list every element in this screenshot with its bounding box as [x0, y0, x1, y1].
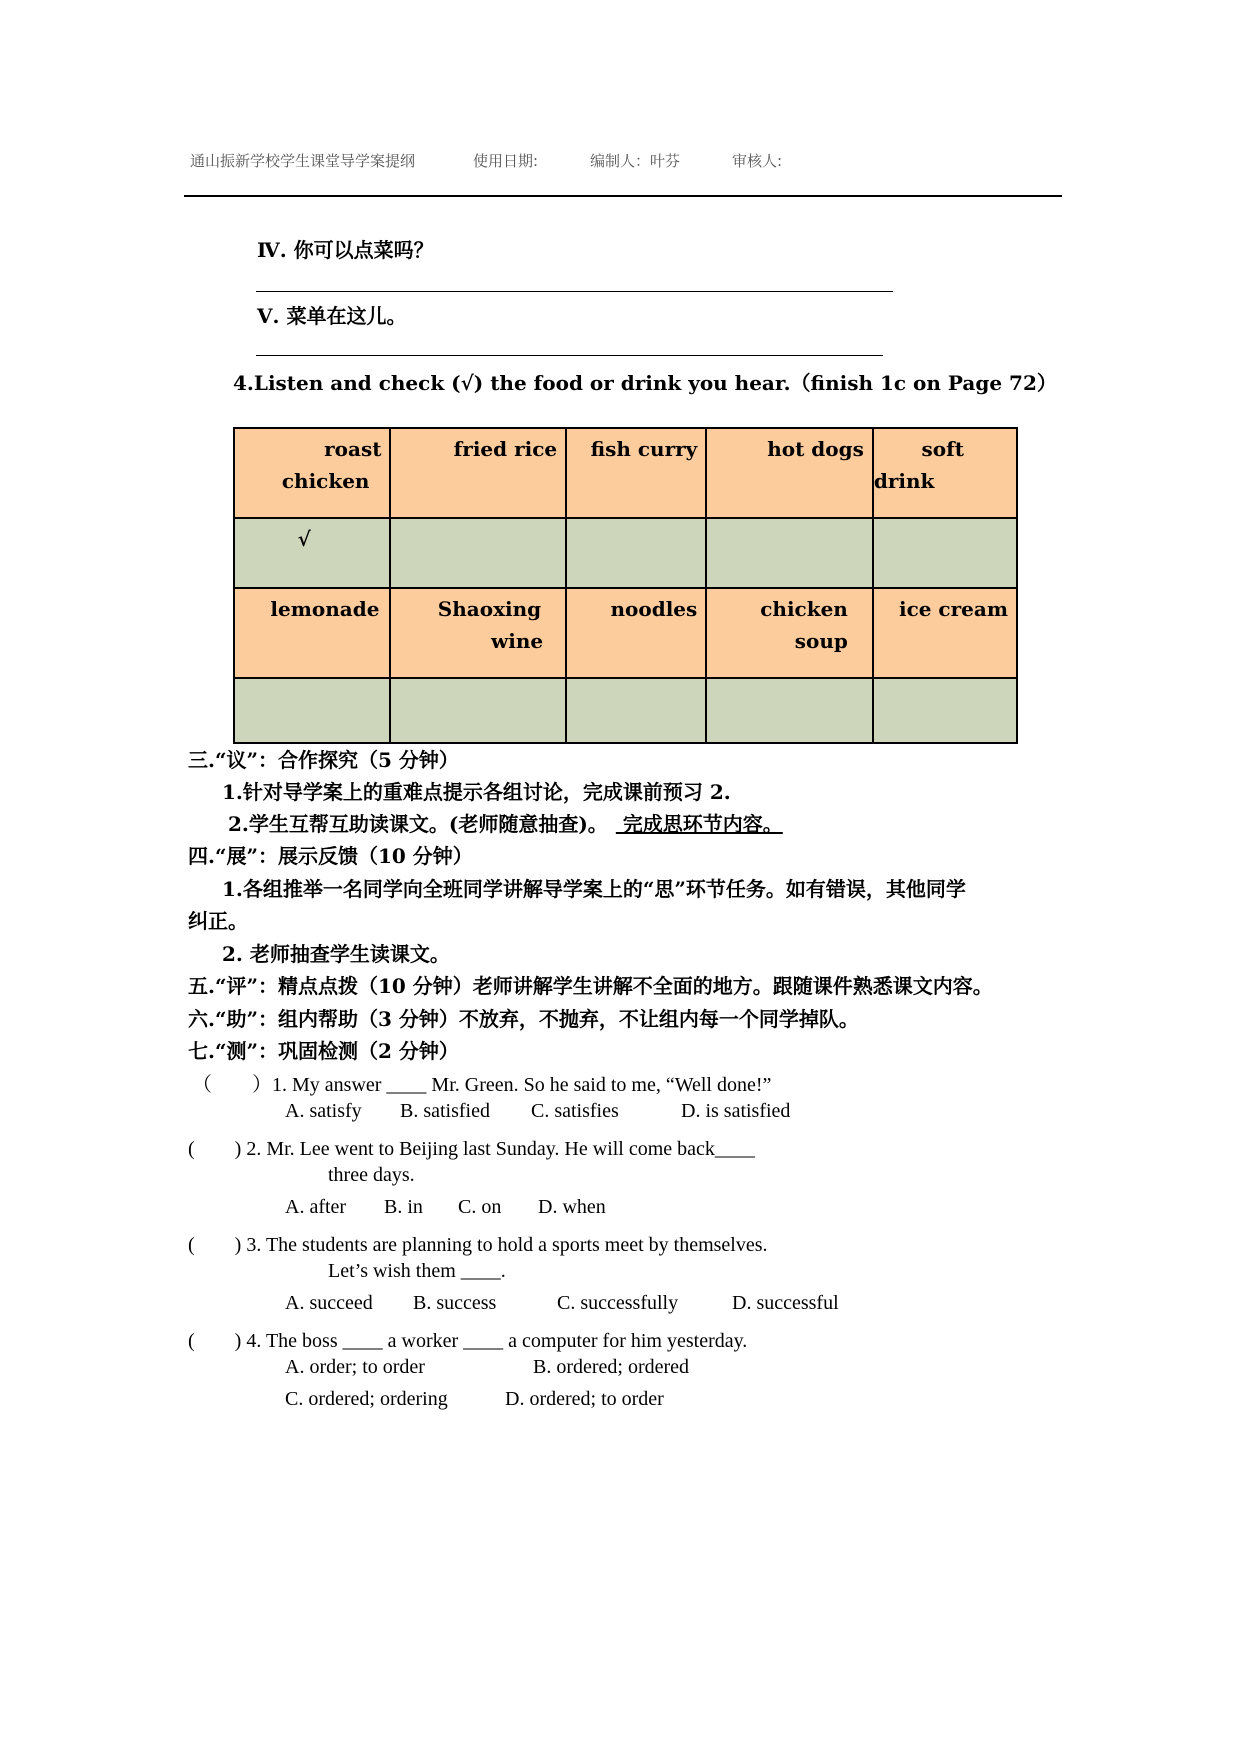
q2-option-d: D. when — [538, 1196, 606, 1218]
q2-option-b: B. in — [384, 1196, 423, 1218]
q2-option-c: C. on — [458, 1196, 502, 1218]
section-4-item-2: 2. 老师抽查学生读课文。 — [222, 942, 450, 966]
q1-option-a: A. satisfy — [285, 1100, 362, 1122]
section-4-item-1-cont: 纠正。 — [188, 909, 248, 933]
check-row-2 — [234, 678, 1017, 743]
check-cell[interactable] — [873, 678, 1017, 743]
q4-option-a: A. order; to order — [285, 1356, 425, 1378]
food-cell-noodles: noodles — [566, 588, 706, 678]
section-5: 五.“评”：精点点拨（10 分钟）老师讲解学生讲解不全面的地方。跟随课件熟悉课文内容。 — [188, 974, 993, 998]
food-cell-roast-chicken: roast chicken — [234, 428, 390, 518]
header-date-label: 使用日期: — [473, 152, 539, 170]
food-cell-hot-dogs: hot dogs — [706, 428, 873, 518]
section-3-item-2 — [228, 808, 783, 837]
check-cell[interactable] — [390, 518, 566, 588]
question-4: ( ) 4. The boss ____ a worker ____ a computer for him yesterday. — [188, 1330, 748, 1352]
section-3-item-2-underlined: 完成思环节内容。 — [615, 812, 783, 836]
translate-item-4: Ⅳ. 你可以点菜吗？ — [257, 238, 434, 262]
answer-line-4 — [256, 291, 893, 292]
q1-option-b: B. satisfied — [400, 1100, 490, 1122]
check-cell[interactable]: √ — [234, 518, 390, 588]
section-3-item-1: 1.针对导学案上的重难点提示各组讨论，完成课前预习 2. — [222, 780, 731, 804]
food-name-row-2 — [234, 588, 1017, 678]
section-6: 六.“助”：组内帮助（3 分钟）不放弃，不抛弃，不让组内每一个同学掉队。 — [188, 1007, 859, 1031]
header-reviewer: 审核人: — [732, 152, 783, 170]
q3-option-a: A. succeed — [285, 1292, 373, 1314]
food-name-row-1 — [234, 428, 1017, 518]
q4-option-b: B. ordered; ordered — [533, 1356, 690, 1378]
section-3-title: 三.“议”：合作探究（5 分钟） — [188, 748, 459, 772]
check-cell[interactable] — [234, 678, 390, 743]
header-editor: 编制人：叶芬 — [590, 152, 681, 170]
food-cell-fish-curry: fish curry — [566, 428, 706, 518]
section-4-title: 四.“展”：展示反馈（10 分钟） — [188, 844, 473, 868]
q4-option-d: D. ordered; to order — [505, 1388, 664, 1410]
q3-option-b: B. success — [413, 1292, 497, 1314]
food-cell-shaoxing-wine: Shaoxing wine — [390, 588, 566, 678]
question-1: （ ）1. My answer ____ Mr. Green. So he said to me, “Well done!” — [192, 1074, 772, 1096]
food-cell-soft-drink: soft drink — [873, 428, 1017, 518]
section-4-item-1: 1.各组推举一名同学向全班同学讲解导学案上的“思”环节任务。如有错误，其他同学 — [222, 877, 966, 901]
check-cell[interactable] — [566, 678, 706, 743]
q2-option-a: A. after — [285, 1196, 347, 1218]
listen-instruction: 4.Listen and check (√) the food or drink you hear.（finish 1c on Page 72） — [233, 371, 1057, 395]
q3-option-d: D. successful — [732, 1292, 839, 1314]
check-cell[interactable] — [566, 518, 706, 588]
check-cell[interactable] — [706, 678, 873, 743]
food-cell-fried-rice: fried rice — [390, 428, 566, 518]
question-3: ( ) 3. The students are planning to hold a sports meet by themselves. — [188, 1234, 768, 1256]
q1-option-d: D. is satisfied — [681, 1100, 791, 1122]
food-check-table — [233, 427, 1018, 744]
check-row-1 — [234, 518, 1017, 588]
check-cell[interactable] — [390, 678, 566, 743]
food-cell-chicken-soup: chicken soup — [706, 588, 873, 678]
q3-option-c: C. successfully — [557, 1292, 679, 1314]
question-3-cont: Let’s wish them ____. — [328, 1260, 506, 1282]
question-2: ( ) 2. Mr. Lee went to Beijing last Sunday. He will come back____ — [188, 1138, 755, 1160]
q1-option-c: C. satisfies — [531, 1100, 619, 1122]
food-cell-lemonade: lemonade — [234, 588, 390, 678]
header-divider — [184, 195, 1062, 197]
check-cell[interactable] — [873, 518, 1017, 588]
q4-option-c: C. ordered; ordering — [285, 1388, 448, 1410]
section-7-title: 七.“测”：巩固检测（2 分钟） — [188, 1039, 459, 1063]
question-2-cont: three days. — [328, 1164, 415, 1186]
check-cell[interactable] — [706, 518, 873, 588]
answer-line-5 — [256, 355, 883, 356]
header-school: 通山振新学校学生课堂导学案提纲 — [190, 152, 416, 170]
translate-item-5: Ⅴ. 菜单在这儿。 — [257, 304, 407, 328]
food-cell-ice-cream: ice cream — [873, 588, 1017, 678]
section-3-item-2-text: 2.学生互帮互助读课文。(老师随意抽查)。 — [228, 812, 608, 836]
